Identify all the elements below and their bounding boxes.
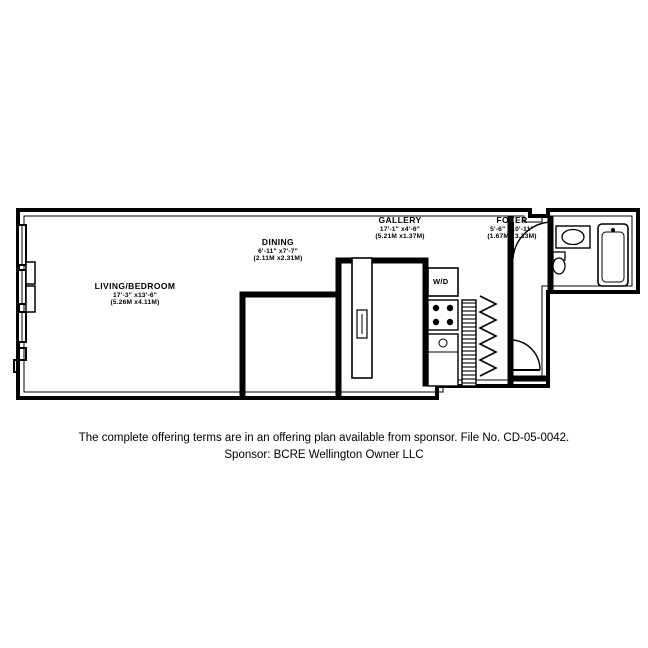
room-dimensions-ft-dining: 6'-11" x7'-7" <box>258 247 298 255</box>
foyer-door-swings <box>513 222 551 370</box>
wall-jambs <box>336 378 428 398</box>
radiator-left <box>26 262 35 312</box>
room-dimensions-m-foyer: (1.67M x3.33M) <box>487 232 537 240</box>
room-name-dining: DINING <box>261 237 295 247</box>
room-label-foyer <box>452 216 572 240</box>
range-stove <box>428 300 458 330</box>
room-dimensions-ft-foyer: 5'-6" x10'-11" <box>490 225 534 233</box>
hatched-wall-band <box>462 300 476 386</box>
room-name-gallery: GALLERY <box>378 215 422 225</box>
offering-disclaimer <box>0 430 648 464</box>
room-dimensions-m-living-bedroom: (5.26M x4.11M) <box>110 298 160 306</box>
closet-column <box>352 258 372 378</box>
room-label-living-bedroom <box>60 282 210 306</box>
bathtub <box>598 224 628 286</box>
room-name-foyer: FOYER <box>496 215 528 225</box>
washer-dryer-label: W/D <box>433 277 449 286</box>
room-dimensions-m-dining: (2.11M x2.31M) <box>253 254 303 262</box>
room-label-gallery <box>340 216 460 240</box>
kitchen-counter <box>428 334 458 386</box>
room-dimensions-ft-gallery: 17'-1" x4'-6" <box>379 225 421 233</box>
toilet <box>553 252 565 274</box>
room-dimensions-m-gallery: (5.21M x1.37M) <box>375 232 425 240</box>
folding-doors <box>480 296 496 376</box>
room-name-living-bedroom: LIVING/BEDROOM <box>94 281 176 291</box>
room-dimensions-ft-living-bedroom: 17'-3" x13'-6" <box>112 291 158 299</box>
disclaimer-line-2: Sponsor: BCRE Wellington Owner LLC <box>224 449 424 461</box>
room-label-dining <box>218 238 338 262</box>
disclaimer-line-1: The complete offering terms are in an offering plan available from sponsor. File No. CD-05-0042. <box>78 432 570 444</box>
